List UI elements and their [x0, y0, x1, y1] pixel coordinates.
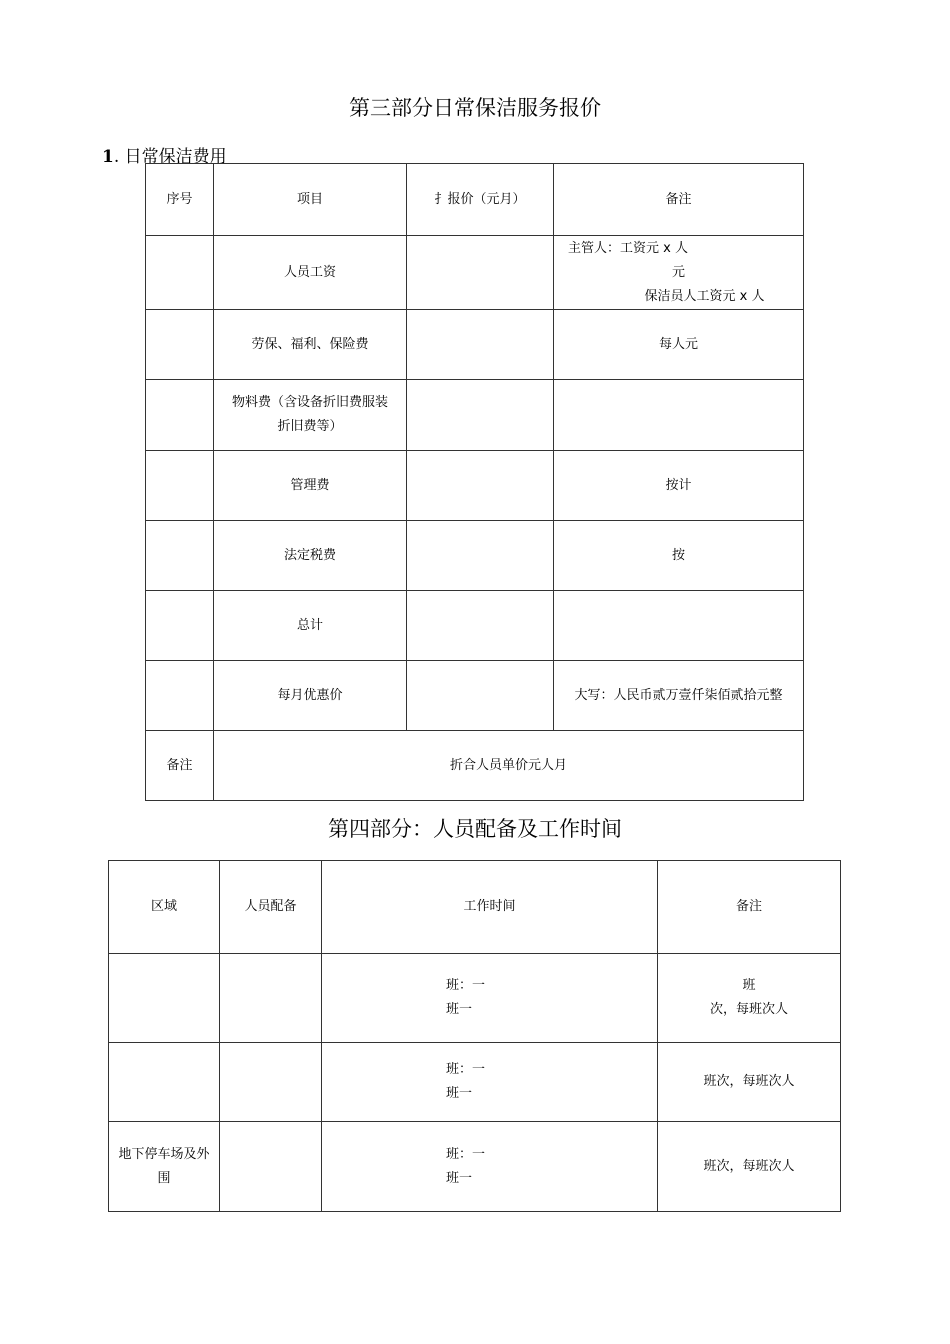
row-index — [146, 661, 214, 731]
time-line: 班：一 — [446, 978, 486, 993]
table-row — [146, 236, 804, 310]
table-row — [146, 521, 804, 591]
header-staffing: 人员配备 — [220, 861, 322, 954]
row-note: 班次，每班次人 — [658, 1122, 841, 1212]
note-line: 主管人：工资元 x 人 — [568, 240, 688, 256]
row-staffing — [220, 1043, 322, 1122]
table-row — [146, 451, 804, 521]
row-index — [146, 310, 214, 380]
row-price — [407, 236, 554, 310]
time-line: 班一 — [446, 1086, 473, 1101]
header-item: 项目 — [214, 164, 407, 236]
row-note: 按 — [554, 521, 804, 591]
row-note — [554, 236, 804, 310]
row-price — [407, 661, 554, 731]
row-item: 管理费 — [214, 451, 407, 521]
row-area — [109, 1043, 220, 1122]
row-area — [109, 954, 220, 1043]
row-staffing — [220, 954, 322, 1043]
item-line: 折旧费等） — [277, 419, 343, 434]
row-staffing — [220, 1122, 322, 1212]
note-line: 次，每班次人 — [709, 1002, 788, 1017]
row-index — [146, 521, 214, 591]
time-line: 班一 — [446, 1002, 473, 1017]
row-item: 劳保、福利、保险费 — [214, 310, 407, 380]
row-price — [407, 451, 554, 521]
table-header-row — [109, 861, 841, 954]
row-price — [407, 310, 554, 380]
time-line: 班一 — [446, 1170, 473, 1186]
header-index: 序号 — [146, 164, 214, 236]
row-note — [554, 380, 804, 451]
table-row — [146, 310, 804, 380]
header-price: 扌报价（元月） — [407, 164, 554, 236]
table-row — [146, 661, 804, 731]
table-row — [109, 1043, 841, 1122]
row-item — [214, 380, 407, 451]
row-price — [407, 380, 554, 451]
row-note: 每人元 — [554, 310, 804, 380]
remark-label: 备注 — [146, 731, 214, 801]
subtitle-number: 1 — [102, 147, 114, 167]
note-line: 班 — [742, 978, 756, 993]
header-note: 备注 — [658, 861, 841, 954]
row-price — [407, 591, 554, 661]
row-index — [146, 380, 214, 451]
area-line: 地下停车场及外 — [118, 1146, 210, 1162]
note-line: 保洁员人工资元 x 人 — [644, 288, 765, 304]
table-row — [109, 1122, 841, 1212]
row-area — [109, 1122, 220, 1212]
area-line: 围 — [157, 1170, 171, 1186]
table-row — [146, 380, 804, 451]
row-item: 法定税费 — [214, 521, 407, 591]
row-note: 班次，每班次人 — [658, 1043, 841, 1122]
header-note: 备注 — [554, 164, 804, 236]
row-item: 总计 — [214, 591, 407, 661]
cleaning-cost-table — [145, 163, 804, 801]
section4-title: 第四部分：人员配备及工作时间 — [328, 817, 622, 841]
row-work-time — [322, 954, 658, 1043]
header-area: 区域 — [109, 861, 220, 954]
remark-row — [146, 731, 804, 801]
table-header-row — [146, 164, 804, 236]
row-index — [146, 451, 214, 521]
row-note: 大写：人民币贰万壹仟柒佰贰拾元整 — [554, 661, 804, 731]
note-line: 元 — [671, 264, 685, 280]
row-work-time — [322, 1043, 658, 1122]
subtitle-text: . 日常保洁费用 — [113, 147, 227, 167]
row-work-time — [322, 1122, 658, 1212]
row-item: 每月优惠价 — [214, 661, 407, 731]
time-line: 班：一 — [446, 1146, 486, 1162]
row-price — [407, 521, 554, 591]
remark-text: 折合人员单价元人月 — [214, 731, 804, 801]
time-line: 班：一 — [446, 1062, 486, 1077]
item-line: 物料费（含设备折旧费服装 — [231, 395, 388, 410]
section3-title: 第三部分日常保洁服务报价 — [349, 96, 601, 120]
row-item: 人员工资 — [214, 236, 407, 310]
row-index — [146, 236, 214, 310]
row-index — [146, 591, 214, 661]
row-note — [554, 591, 804, 661]
table-row — [146, 591, 804, 661]
staffing-table — [108, 860, 841, 1212]
table-row — [109, 954, 841, 1043]
row-note: 按计 — [554, 451, 804, 521]
header-work-time: 工作时间 — [322, 861, 658, 954]
row-note — [658, 954, 841, 1043]
